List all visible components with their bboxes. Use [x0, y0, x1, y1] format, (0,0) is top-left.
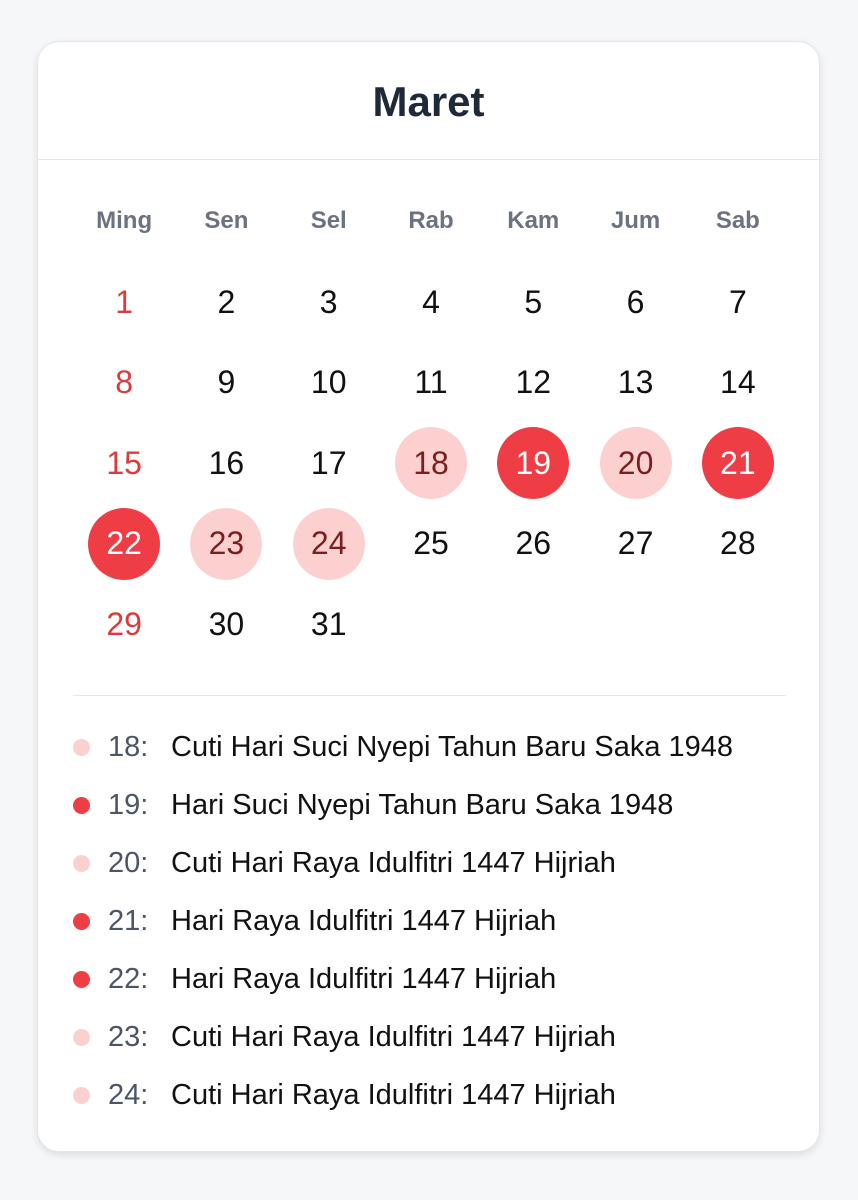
holiday-dot-icon [73, 971, 90, 988]
day-cell[interactable] [175, 262, 277, 343]
day-number: 31 [310, 605, 347, 642]
day-cell[interactable] [175, 504, 277, 585]
day-cell[interactable] [175, 343, 277, 424]
day-number: 14 [720, 364, 756, 401]
legend-date: 24: [108, 1078, 149, 1111]
weekday-tuesday: Sel [310, 207, 347, 234]
weekday-monday: Sen [204, 207, 249, 234]
legend-item [73, 776, 793, 834]
day-cell[interactable] [175, 423, 277, 504]
day-number: 4 [422, 283, 440, 320]
weekday-friday: Jum [610, 207, 661, 234]
day-cell[interactable] [687, 504, 789, 585]
day-cell[interactable] [687, 262, 789, 343]
day-number: 16 [208, 444, 245, 481]
legend-description: Cuti Hari Raya Idulfitri 1447 Hijriah [171, 1020, 616, 1053]
day-cell[interactable] [73, 343, 175, 424]
legend-date: 23: [108, 1020, 149, 1053]
day-number: 2 [217, 283, 236, 320]
day-cell[interactable] [482, 262, 584, 343]
day-number: 19 [497, 427, 569, 499]
day-cell[interactable] [687, 423, 789, 504]
day-number: 27 [617, 525, 654, 562]
day-number: 23 [190, 508, 262, 580]
legend-description: Hari Raya Idulfitri 1447 Hijriah [171, 904, 557, 937]
legend-item [73, 718, 793, 776]
day-number: 30 [208, 605, 245, 642]
day-number: 28 [720, 525, 756, 562]
legend-item [73, 834, 793, 892]
day-cell[interactable] [278, 584, 380, 665]
month-title: Maret [372, 77, 485, 125]
day-cell[interactable] [380, 262, 482, 343]
day-number: 21 [702, 427, 774, 499]
day-number: 11 [414, 364, 448, 401]
legend-date: 21: [108, 904, 149, 937]
day-cell[interactable] [73, 504, 175, 585]
legend-item [73, 950, 793, 1008]
legend-description: Cuti Hari Raya Idulfitri 1447 Hijriah [171, 1078, 616, 1111]
day-number: 22 [88, 508, 160, 580]
legend-description: Cuti Hari Raya Idulfitri 1447 Hijriah [171, 846, 616, 879]
day-number: 5 [524, 283, 543, 320]
leave-dot-icon [73, 1029, 90, 1046]
day-number: 8 [115, 364, 134, 401]
day-cell[interactable] [278, 504, 380, 585]
day-cell[interactable] [687, 343, 789, 424]
day-number: 24 [293, 508, 365, 580]
day-number: 15 [106, 444, 142, 481]
day-cell[interactable] [175, 584, 277, 665]
day-number: 20 [600, 427, 672, 499]
leave-dot-icon [73, 1087, 90, 1104]
day-number: 17 [310, 444, 347, 481]
weekday-sunday: Ming [96, 207, 153, 234]
day-cell[interactable] [584, 423, 686, 504]
day-cell[interactable] [482, 343, 584, 424]
legend-date: 22: [108, 962, 149, 995]
day-cell[interactable] [380, 504, 482, 585]
day-number: 13 [617, 364, 654, 401]
calendar-card [37, 41, 820, 1152]
weekday-saturday: Sab [715, 207, 760, 234]
legend-item [73, 1008, 793, 1066]
weekday-wednesday: Rab [408, 207, 454, 234]
day-number: 1 [115, 283, 134, 320]
legend-description: Hari Raya Idulfitri 1447 Hijriah [171, 962, 557, 995]
day-cell[interactable] [380, 423, 482, 504]
legend-item [73, 1066, 793, 1124]
day-number: 6 [626, 283, 645, 320]
day-number: 29 [106, 605, 142, 642]
legend-description: Cuti Hari Suci Nyepi Tahun Baru Saka 1948 [171, 730, 734, 763]
legend-date: 20: [108, 846, 149, 879]
day-number: 18 [395, 427, 467, 499]
day-number: 9 [217, 364, 236, 401]
day-cell[interactable] [482, 504, 584, 585]
day-cell[interactable] [278, 262, 380, 343]
day-number: 3 [319, 283, 338, 320]
day-cell[interactable] [380, 343, 482, 424]
day-cell[interactable] [73, 262, 175, 343]
leave-dot-icon [73, 855, 90, 872]
weekday-header-row [73, 200, 789, 242]
day-cell[interactable] [278, 423, 380, 504]
day-cell[interactable] [482, 423, 584, 504]
holiday-dot-icon [73, 797, 90, 814]
leave-dot-icon [73, 739, 90, 756]
divider [73, 695, 786, 696]
day-cell[interactable] [584, 262, 686, 343]
day-number: 10 [310, 364, 347, 401]
day-cell[interactable] [73, 584, 175, 665]
calendar-header [38, 42, 819, 160]
day-number: 7 [728, 283, 747, 320]
holiday-legend [73, 718, 793, 1124]
day-number: 25 [413, 525, 449, 562]
day-number: 26 [515, 525, 552, 562]
day-grid [73, 262, 789, 665]
legend-date: 19: [108, 788, 149, 821]
holiday-dot-icon [73, 913, 90, 930]
day-cell[interactable] [584, 504, 686, 585]
legend-item [73, 892, 793, 950]
legend-date: 18: [108, 730, 149, 763]
day-cell[interactable] [73, 423, 175, 504]
weekday-thursday: Kam [507, 207, 560, 234]
day-cell[interactable] [278, 343, 380, 424]
legend-description: Hari Suci Nyepi Tahun Baru Saka 1948 [171, 788, 674, 821]
day-cell[interactable] [584, 343, 686, 424]
day-number: 12 [515, 364, 552, 401]
